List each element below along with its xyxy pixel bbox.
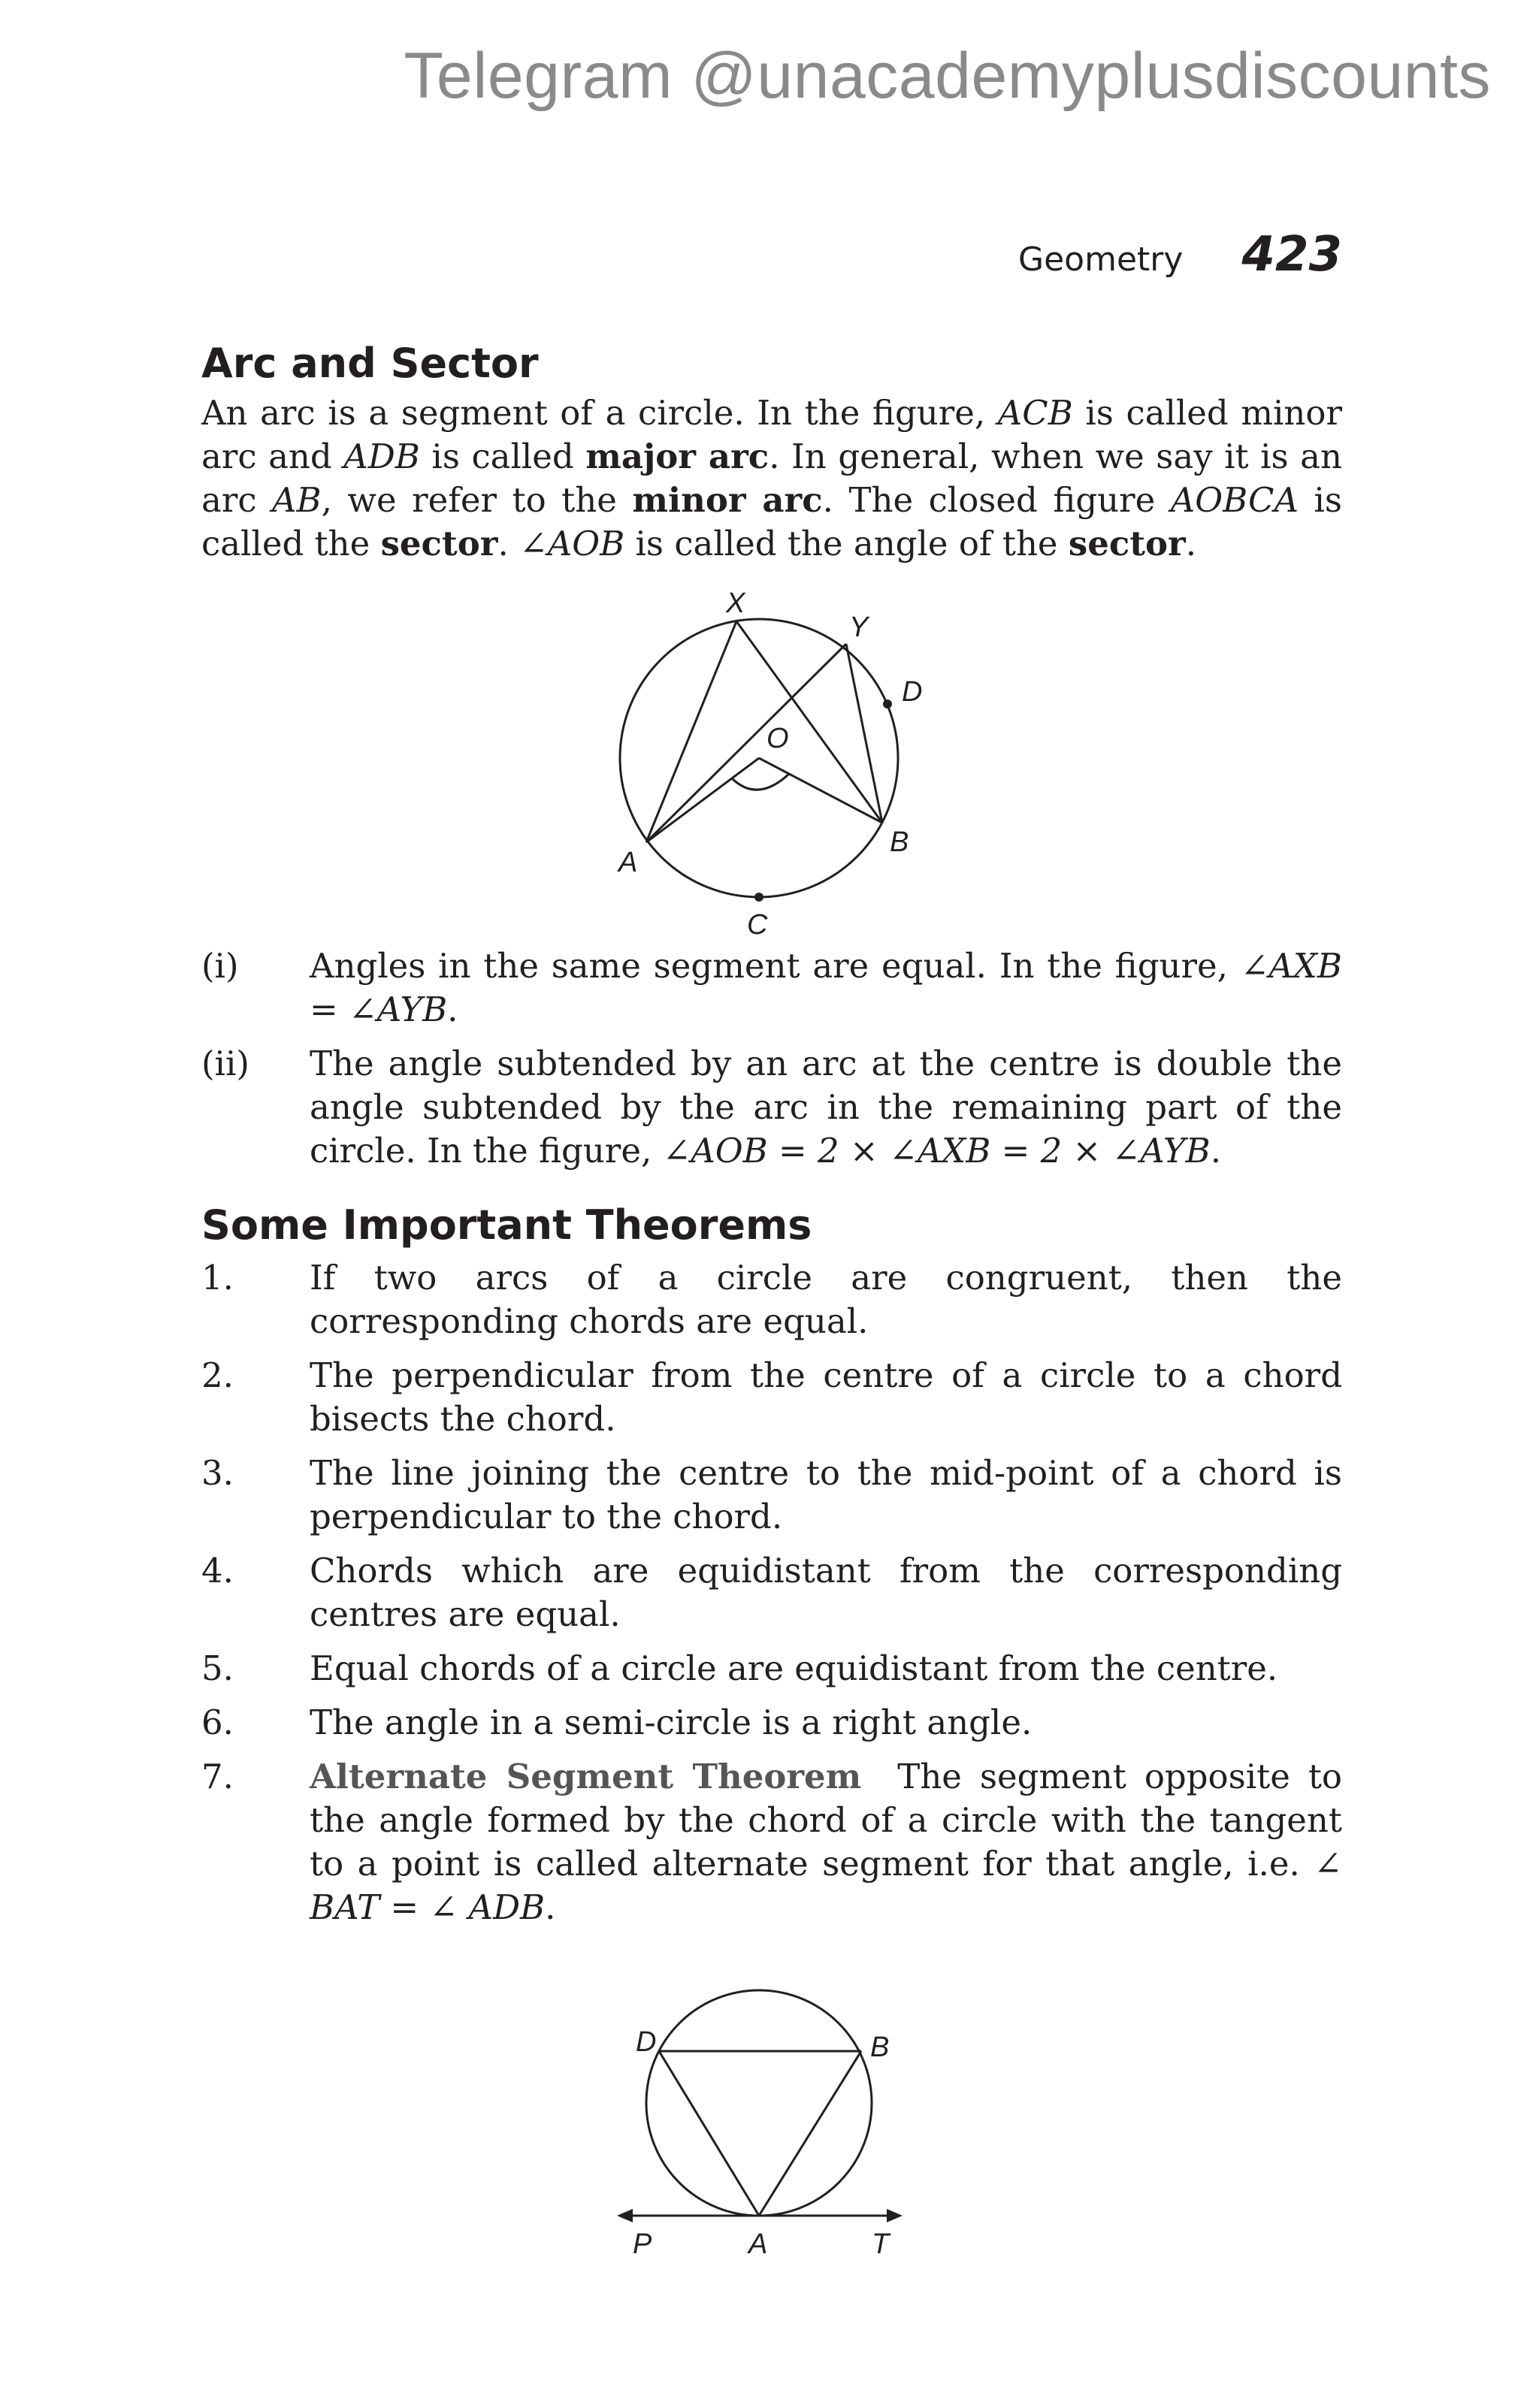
chord-xb <box>736 621 882 823</box>
list-item: (i) Angles in the same segment are equal. In the figure, ∠AXB = ∠AYB. <box>201 946 1342 1029</box>
angle-aob-arc <box>732 774 789 790</box>
chord-ba <box>759 2051 861 2216</box>
list-item: (ii) The angle subtended by an arc at the centre is double the angle subtended by the arc in the remaining part of the circle. In the figure, ∠AOB = 2 × ∠AXB = 2 × ∠AYB. <box>201 1044 1342 1171</box>
chord-da <box>659 2051 759 2216</box>
label-a: A <box>618 847 638 878</box>
chord-ya <box>646 644 846 842</box>
label-x: X <box>726 588 745 619</box>
chapter-title: Geometry <box>1018 240 1184 279</box>
section-heading-theorems: Some Important Theorems <box>201 1201 812 1249</box>
list-item: 2. The perpendicular from the centre of a circle to a chord bisects the chord. <box>201 1355 1342 1439</box>
label-c: C <box>747 909 768 941</box>
watermark: Telegram @unacademyplusdiscounts <box>404 40 1491 112</box>
label-p: P <box>633 2228 652 2260</box>
label-b: B <box>890 826 909 858</box>
running-head <box>1018 227 1342 282</box>
list-item: 3. The line joining the centre to the mid-point of a chord is perpendicular to the chord. <box>201 1453 1342 1536</box>
theorems-list <box>201 1256 1353 1929</box>
figure2-circle <box>646 1990 872 2216</box>
label-y: Y <box>849 612 869 643</box>
list-item: 1. If two arcs of a circle are congruent, then the corresponding chords are equal. <box>201 1258 1342 1341</box>
arc-sector-intro: An arc is a segment of a circle. In the figure, ACB is called minor arc and ADB is called major arc. In general, when we say it is an arc AB, we refer to the minor arc. The closed figure AOBCA is called the sector. ∠AOB is called the angle of the sector. <box>201 393 1342 563</box>
label-d: D <box>636 2026 657 2058</box>
label-t: T <box>872 2228 890 2260</box>
circle-properties-list <box>201 944 1342 1173</box>
section-heading-arc-sector: Arc and Sector <box>201 340 539 387</box>
page-content <box>201 340 1353 2260</box>
arrowhead-left <box>617 2209 633 2222</box>
figure-arc-sector <box>201 569 1342 941</box>
label-o: O <box>766 723 789 754</box>
radius-ob <box>759 758 882 823</box>
point-c <box>754 893 763 902</box>
label-a: A <box>748 2228 768 2260</box>
list-item: 5. Equal chords of a circle are equidistant from the centre. <box>201 1648 1278 1688</box>
label-b: B <box>870 2032 890 2063</box>
point-d <box>883 699 892 709</box>
list-item: 6. The angle in a semi-circle is a right angle. <box>201 1703 1033 1742</box>
label-d: D <box>902 676 923 708</box>
page-number: 423 <box>1241 227 1342 282</box>
list-item: 4. Chords which are equidistant from the corresponding centres are equal. <box>201 1551 1342 1634</box>
list-item: 7. Alternate Segment Theorem The segment opposite to the angle formed by the chord of a circle with the tangent to a point is called alternate segment for that angle, i.e. ∠ BAT = ∠ ADB. <box>201 1757 1353 1927</box>
arrowhead-right <box>887 2209 903 2222</box>
figure-alternate-segment <box>201 1940 1342 2260</box>
